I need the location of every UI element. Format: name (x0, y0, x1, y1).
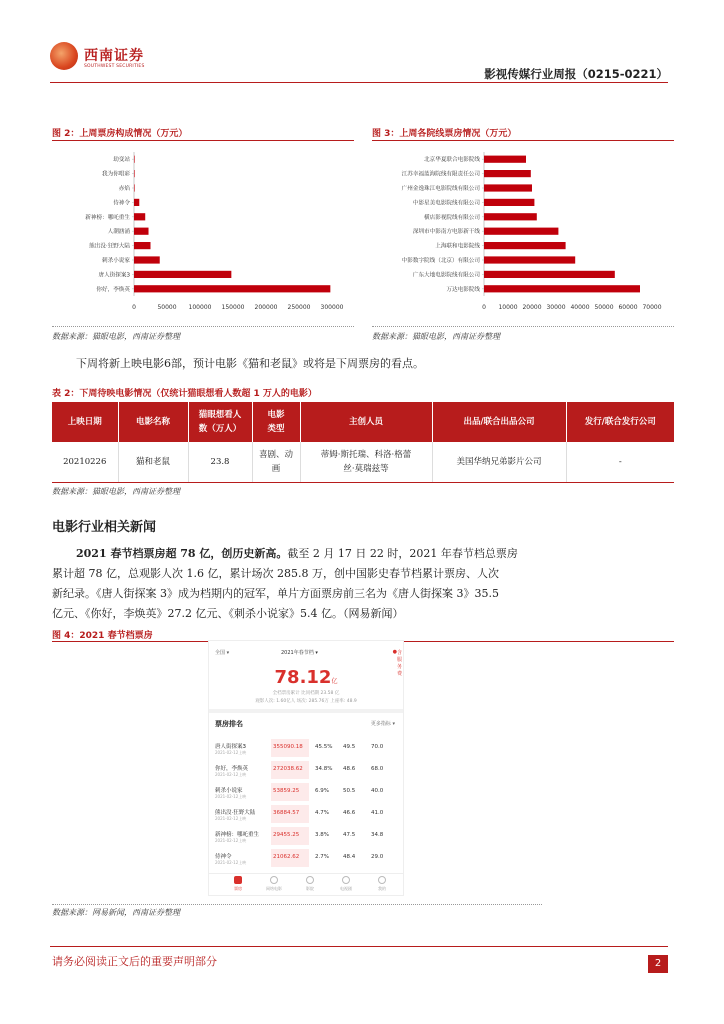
box-office-value: 29455.25 (273, 832, 300, 838)
category-label: 劫变站 (113, 157, 130, 164)
logo-chinese-name: 西南证券 (84, 48, 144, 64)
box-office-share: 4.7% (315, 810, 329, 816)
total-value: 78.12 (274, 667, 332, 688)
app-tab[interactable] (295, 876, 325, 892)
release-date: 2021-02-12上映 (215, 860, 247, 865)
fig3-chart (372, 144, 674, 324)
metric-a: 46.6 (343, 810, 356, 816)
col-want-line2: 数（万人） (198, 424, 242, 434)
more-metrics: 更多指标 ▾ (370, 721, 395, 727)
col-want-count (188, 402, 252, 442)
paragraph-next-week: 下周将新上映电影6部，预计电影《猫和老鼠》或将是下周票房的看点。 (76, 357, 424, 370)
col-distributor: 发行/联合发行公司 (566, 402, 674, 442)
bar (134, 228, 149, 235)
x-tick-label: 150000 (221, 304, 245, 311)
col-want-line1: 猫眼想看人 (198, 410, 242, 420)
col-crew: 主创人员 (300, 402, 432, 442)
category-label: 侍神令 (113, 200, 130, 207)
app-tab[interactable] (331, 876, 361, 892)
total-box-office (209, 667, 403, 688)
x-tick-label: 20000 (522, 304, 542, 311)
rank-title: 票房排名 (215, 720, 243, 728)
service-fee-toggle: ● 含服务费 (392, 649, 403, 677)
category-label: 中影数字院线（北京）有限公司 (401, 258, 480, 264)
bar (484, 271, 615, 278)
region-select: 全国 ▾ (215, 650, 230, 656)
category-label: 广州金逸珠江电影院线有限公司 (401, 186, 480, 192)
film-name: 你好，李焕英 (215, 766, 249, 772)
cell-crew-line1: 蒂姆·斯托瑞、科洛·格蕾 (320, 449, 412, 460)
release-date: 2021-02-12上映 (215, 750, 247, 755)
category-label: 中影星美电影院线有限公司 (412, 200, 480, 207)
upcoming-films-table (52, 402, 674, 483)
bar (484, 184, 532, 191)
fig3-title-rule (372, 140, 674, 141)
table-row (52, 442, 674, 482)
category-label: 江苏幸福蓝海院线有限责任公司 (401, 171, 480, 178)
bar (134, 170, 135, 177)
x-tick-label: 0 (482, 304, 486, 311)
tab-label: 电视剧 (340, 886, 352, 891)
app-tab[interactable] (259, 876, 289, 892)
release-date: 2021-02-12上映 (215, 794, 247, 799)
metric-a: 48.6 (343, 766, 356, 772)
box-office-value: 21062.62 (273, 854, 300, 860)
news-line-2: 累计超 78 亿，总观影人次 1.6 亿，累计场次 285.8 万，创中国影史春节档累计票房、人次 (52, 567, 499, 580)
rank-row[interactable] (215, 827, 397, 847)
x-tick-label: 70000 (642, 304, 662, 311)
table2-source: 数据来源：猫眼电影，西南证券整理 (52, 487, 180, 496)
col-film-name: 电影名称 (118, 402, 188, 442)
category-label: 熊出没·狂野大陆 (89, 243, 130, 250)
category-label: 赤焰 (118, 186, 130, 192)
bar (484, 199, 534, 206)
box-office-app-screenshot (208, 640, 404, 896)
logo-english-name: SOUTHWEST SECURITIES (84, 64, 145, 69)
metric-b: 34.8 (371, 832, 384, 838)
report-title: 影视传媒行业周报（0215-0221） (484, 67, 668, 81)
col-genre (252, 402, 300, 442)
film-name: 新神榜：哪吒重生 (215, 832, 260, 838)
footer-notice: 请务必阅读正文后的重要声明部分 (52, 955, 217, 968)
bar (484, 213, 537, 220)
app-tab[interactable] (223, 876, 253, 892)
fig2-title: 图 2：上周票房构成情况（万元） (52, 129, 188, 139)
tab-icon (306, 876, 314, 884)
section-title: 电影行业相关新闻 (52, 520, 157, 535)
news-headline: 2021 春节档票房超 78 亿，创历史新高。 (76, 547, 288, 560)
box-office-value: 272038.62 (273, 766, 303, 772)
box-office-share: 34.8% (315, 766, 333, 772)
category-label: 万达电影院线 (446, 286, 480, 293)
fig2-source-rule (52, 326, 354, 327)
x-tick-label: 50000 (594, 304, 614, 311)
app-tab-bar (209, 873, 403, 895)
period-select: 2021年春节档 ▾ (281, 650, 318, 656)
rank-row[interactable] (215, 783, 397, 803)
cell-date: 20210226 (52, 442, 118, 482)
bar (484, 228, 558, 235)
category-label: 广东大地电影院线有限公司 (412, 272, 480, 279)
x-tick-label: 0 (132, 304, 136, 311)
col-release-date: 上映日期 (52, 402, 118, 442)
news-line-4: 亿元、《你好，李焕英》27.2 亿元、《刺杀小说家》5.4 亿。（网易新闻） (52, 607, 404, 620)
cell-crew (300, 442, 432, 482)
tab-icon (342, 876, 350, 884)
cell-name: 猫和老鼠 (118, 442, 188, 482)
app-top-bar (215, 649, 403, 677)
metric-b: 29.0 (371, 854, 384, 860)
fig4-source-rule (52, 904, 542, 905)
category-label: 刺杀小说家 (102, 258, 130, 264)
page-number: 2 (648, 955, 668, 973)
bar (134, 184, 135, 191)
box-office-share: 6.9% (315, 788, 329, 794)
app-separator (209, 709, 403, 713)
tab-label: 网络电影 (266, 886, 282, 891)
x-tick-label: 300000 (320, 304, 344, 311)
release-date: 2021-02-12上映 (215, 816, 247, 821)
metric-b: 41.0 (371, 810, 384, 816)
bar (484, 242, 566, 249)
metric-a: 47.5 (343, 832, 356, 838)
fig3-source-rule (372, 326, 674, 327)
bar (134, 156, 135, 163)
film-name: 刺杀小说家 (215, 788, 243, 794)
x-tick-label: 250000 (287, 304, 311, 311)
metric-b: 70.0 (371, 744, 384, 750)
bar (134, 271, 231, 278)
category-label: 人潮汹涌 (107, 229, 130, 236)
col-producer: 出品/联合出品公司 (432, 402, 566, 442)
cell-producer: 美国华纳兄弟影片公司 (432, 442, 566, 482)
category-label: 横店影视院线有限公司 (424, 214, 480, 221)
metric-a: 50.5 (343, 788, 356, 794)
box-office-value: 36884.57 (273, 810, 300, 816)
fig2-title-rule (52, 140, 354, 141)
x-tick-label: 200000 (254, 304, 278, 311)
table-header-row (52, 402, 674, 442)
cell-distributor: - (566, 442, 674, 482)
film-name: 熊出没·狂野大陆 (215, 810, 256, 816)
category-label: 你好，李焕英 (96, 286, 130, 293)
rank-row[interactable] (215, 849, 397, 869)
category-label: 我为你唱彩 (102, 171, 130, 178)
rank-row[interactable] (215, 739, 397, 759)
fig4-title: 图 4：2021 春节档票房 (52, 631, 153, 641)
fig3-title: 图 3：上周各院线票房情况（万元） (372, 129, 517, 139)
cell-crew-line2: 丝·莫瑞兹等 (343, 463, 389, 474)
logo-emblem (50, 42, 78, 70)
bar (484, 285, 640, 292)
bar (134, 213, 145, 220)
tab-icon (378, 876, 386, 884)
total-sub-1: 全档票房累计 比同档期 23.58 亿 (272, 691, 340, 696)
tab-label: 票房 (234, 886, 242, 891)
rank-row[interactable] (215, 761, 397, 781)
bar (134, 242, 151, 249)
cell-want: 23.8 (188, 442, 252, 482)
x-tick-label: 50000 (157, 304, 177, 311)
table2-title: 表 2：下周待映电影情况（仅统计猫眼想看人数超 1 万人的电影） (52, 389, 317, 399)
category-label: 唐人街探案3 (98, 272, 130, 279)
service-fee-label: 含服务费 (397, 650, 403, 677)
news-line1-rest: 截至 2 月 17 日 22 时，2021 年春节档总票房 (287, 547, 518, 560)
x-tick-label: 40000 (570, 304, 590, 311)
fig2-chart (52, 144, 354, 324)
cell-genre: 喜剧、动画 (252, 442, 300, 482)
metric-b: 40.0 (371, 788, 384, 794)
category-label: 深圳市中影南方电影新干线 (412, 229, 480, 236)
rank-row[interactable] (215, 805, 397, 825)
total-unit: 亿 (331, 678, 338, 685)
metric-b: 68.0 (371, 766, 384, 772)
col-genre-line2: 类型 (267, 424, 285, 434)
box-office-value: 355090.18 (273, 744, 303, 750)
app-tab[interactable] (367, 876, 397, 892)
bar (134, 199, 139, 206)
header-divider (50, 82, 668, 83)
release-date: 2021-02-12上映 (215, 838, 247, 843)
total-sub-2: 观影人次: 1.60亿人 场次: 285.76万 上座率: 48.9 (255, 699, 357, 704)
fig2-source: 数据来源：猫眼电影，西南证券整理 (52, 332, 180, 341)
bar (134, 285, 330, 292)
bar (484, 156, 526, 163)
category-label: 北京华夏联合电影院线 (424, 157, 480, 164)
tab-icon (270, 876, 278, 884)
metric-a: 48.4 (343, 854, 356, 860)
bar (134, 256, 160, 263)
tab-icon (234, 876, 242, 884)
box-office-share: 45.5% (315, 744, 333, 750)
metric-a: 49.5 (343, 744, 356, 750)
news-line-3: 新纪录。《唐人街探案 3》成为档期内的冠军，单片方面票房前三名为《唐人街探案 3》35.5 (52, 587, 499, 600)
fig4-source: 数据来源：网易新闻，西南证券整理 (52, 908, 180, 917)
box-office-value: 53859.25 (273, 788, 300, 794)
category-label: 上海联和电影院线 (435, 243, 480, 250)
box-office-share: 2.7% (315, 854, 329, 860)
bar (484, 256, 575, 263)
film-name: 唐人街探案3 (215, 744, 246, 750)
company-logo (50, 42, 160, 76)
footer-divider (50, 946, 668, 947)
col-genre-line1: 电影 (267, 410, 285, 420)
x-tick-label: 100000 (188, 304, 212, 311)
film-name: 侍神令 (215, 854, 232, 860)
x-tick-label: 60000 (618, 304, 638, 311)
box-office-share: 3.8% (315, 832, 329, 838)
x-tick-label: 10000 (498, 304, 518, 311)
fig3-source: 数据来源：猫眼电影，西南证券整理 (372, 332, 500, 341)
tab-label: 影院 (306, 886, 314, 891)
tab-label: 我的 (378, 886, 386, 891)
bar (484, 170, 531, 177)
category-label: 新神榜：哪吒重生 (85, 214, 130, 221)
x-tick-label: 30000 (546, 304, 566, 311)
release-date: 2021-02-12上映 (215, 772, 247, 777)
news-line-1 (76, 544, 518, 564)
